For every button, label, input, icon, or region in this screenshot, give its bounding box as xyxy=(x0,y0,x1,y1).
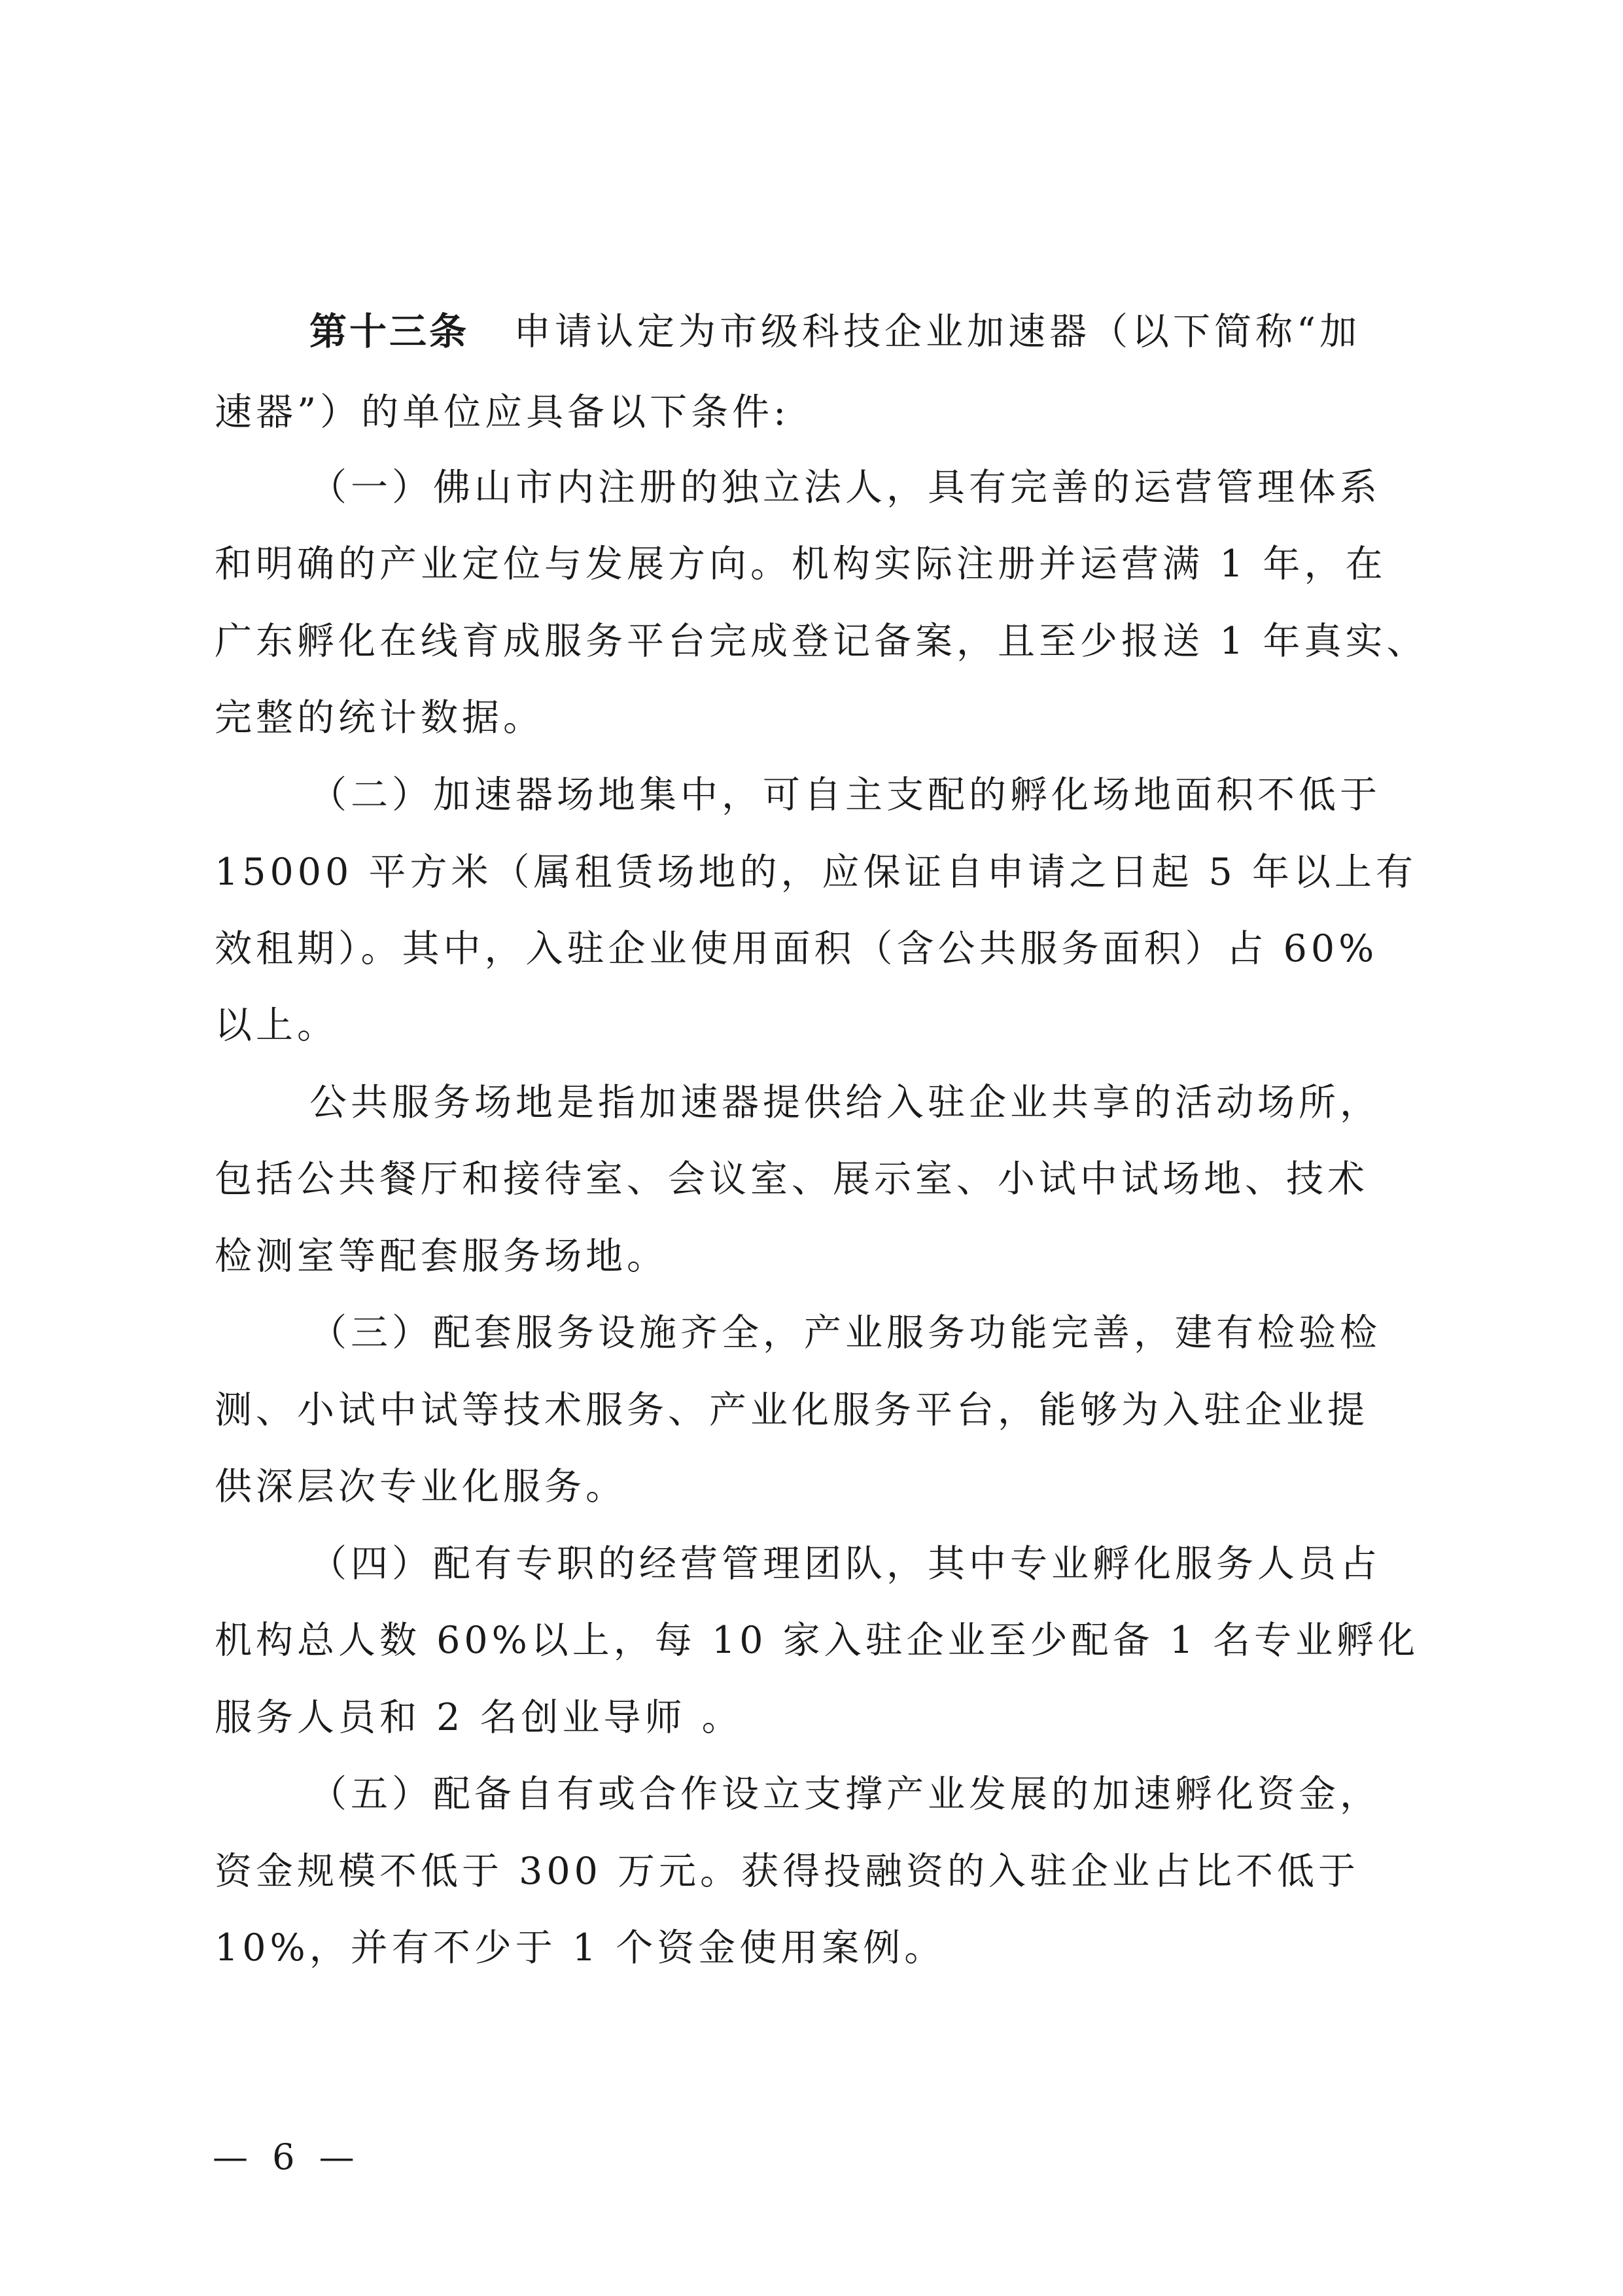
item-2-line-3: 效租期）。其中，入驻企业使用面积（含公共服务面积）占 60% xyxy=(215,927,1378,970)
article-number: 第十三条 xyxy=(309,310,469,353)
page-number: — 6 — xyxy=(213,2136,361,2178)
item-4-line-2: 机构总人数 60%以上，每 10 家入驻企业至少配备 1 名专业孵化 xyxy=(215,1619,1420,1662)
article-text: 申请认定为市级科技企业加速器（以下简称“加 xyxy=(514,310,1361,353)
public-space-line-2: 包括公共餐厅和接待室、会议室、展示室、小试中试场地、技术 xyxy=(215,1157,1369,1201)
item-3-line-1: （三）配套服务设施齐全，产业服务功能完善，建有检验检 xyxy=(309,1311,1381,1354)
item-4-line-1: （四）配有专职的经营管理团队，其中专业孵化服务人员占 xyxy=(309,1542,1381,1585)
item-5-line-1: （五）配备自有或合作设立支撑产业发展的加速孵化资金， xyxy=(309,1773,1381,1816)
item-1-line-1: （一）佛山市内注册的独立法人，具有完善的运营管理体系 xyxy=(309,466,1381,509)
item-2-line-2: 15000 平方米（属租赁场地的，应保证自申请之日起 5 年以上有 xyxy=(215,851,1417,894)
public-space-line-1: 公共服务场地是指加速器提供给入驻企业共享的活动场所， xyxy=(309,1081,1381,1124)
article-heading-line-1 xyxy=(309,302,1361,361)
item-1-line-3: 广东孵化在线育成服务平台完成登记备案，且至少报送 1 年真实、 xyxy=(215,620,1428,663)
item-1-line-2: 和明确的产业定位与发展方向。机构实际注册并运营满 1 年，在 xyxy=(215,542,1387,586)
item-4-line-3: 服务人员和 2 名创业导师 。 xyxy=(215,1696,743,1739)
public-space-line-3: 检测室等配套服务场地。 xyxy=(215,1235,668,1278)
item-2-line-4: 以上。 xyxy=(215,1004,338,1047)
item-1-line-4: 完整的统计数据。 xyxy=(215,696,544,739)
article-heading-line-2: 速器”）的单位应具备以下条件: xyxy=(215,391,790,434)
item-5-line-3: 10%，并有不少于 1 个资金使用案例。 xyxy=(215,1926,946,1969)
item-5-line-2: 资金规模不低于 300 万元。获得投融资的入驻企业占比不低于 xyxy=(215,1850,1360,1893)
item-2-line-1: （二）加速器场地集中，可自主支配的孵化场地面积不低于 xyxy=(309,773,1381,817)
item-3-line-2: 测、小试中试等技术服务、产业化服务平台，能够为入驻企业提 xyxy=(215,1388,1369,1432)
item-3-line-3: 供深层次专业化服务。 xyxy=(215,1465,627,1508)
